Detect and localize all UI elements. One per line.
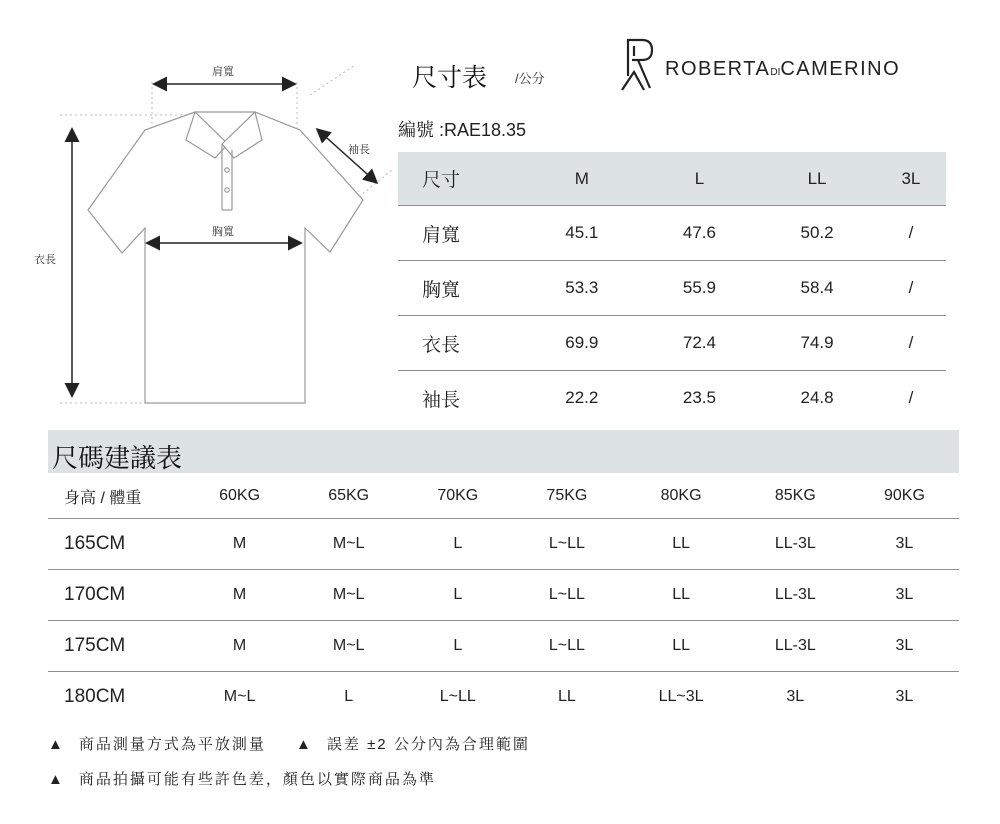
triangle-bullet-icon: ▲	[48, 771, 65, 788]
triangle-bullet-icon: ▲	[48, 736, 65, 753]
recommendation-title: 尺碼建議表	[52, 443, 183, 473]
size-header-cell: M	[523, 152, 641, 206]
table-cell: L	[403, 570, 512, 621]
rec-header-cell: 85KG	[774, 487, 816, 504]
rec-header-cell: 80KG	[660, 487, 702, 504]
height-label: 180CM	[48, 672, 185, 723]
table-cell: 3L	[850, 621, 959, 672]
table-cell: L~LL	[512, 570, 621, 621]
table-cell: L	[403, 519, 512, 570]
table-row	[48, 519, 959, 570]
note-color: 商品拍攝可能有些許色差，顏色以實際商品為準	[78, 771, 436, 788]
brand-logo-icon	[612, 32, 662, 96]
table-cell: M	[185, 519, 294, 570]
brand-name	[665, 58, 900, 81]
row-label: 肩寬	[398, 206, 523, 261]
table-row	[398, 316, 946, 371]
recommendation-table-header	[48, 474, 959, 519]
table-row	[48, 672, 959, 723]
table-row	[398, 206, 946, 261]
rec-header-cell: 70KG	[437, 487, 479, 504]
height-label: 175CM	[48, 621, 185, 672]
recommendation-table	[48, 474, 959, 722]
note-line-2	[48, 768, 436, 789]
rec-header-cell: 身高 / 體重	[64, 489, 142, 507]
height-label: 170CM	[48, 570, 185, 621]
table-cell: 3L	[850, 570, 959, 621]
table-cell: 50.2	[758, 206, 876, 261]
table-cell: L~LL	[512, 519, 621, 570]
note-line-1	[48, 733, 530, 754]
size-header-cell: LL	[758, 152, 876, 206]
size-table-header	[398, 152, 946, 206]
table-cell: 47.6	[641, 206, 759, 261]
table-row	[398, 261, 946, 316]
product-code: 編號 :RAE18.35	[398, 120, 527, 140]
table-cell: M~L	[294, 621, 403, 672]
size-header-cell: 尺寸	[398, 152, 523, 206]
table-cell: /	[876, 206, 946, 261]
rec-header-cell: 65KG	[328, 487, 370, 504]
table-cell: M	[185, 570, 294, 621]
table-cell: 3L	[850, 519, 959, 570]
table-cell: L~LL	[512, 621, 621, 672]
size-table	[398, 152, 946, 425]
table-cell: LL	[621, 570, 740, 621]
rec-header-cell: 60KG	[219, 487, 261, 504]
table-cell: 3L	[741, 672, 850, 723]
shirt-diagram	[0, 40, 400, 420]
table-cell: 58.4	[758, 261, 876, 316]
table-cell: LL-3L	[741, 519, 850, 570]
table-cell: 69.9	[523, 316, 641, 371]
length-label: 衣長	[34, 253, 56, 266]
shoulder-label: 肩寬	[212, 65, 234, 78]
table-cell: M~L	[185, 672, 294, 723]
brand-name-part2: CAMERINO	[780, 58, 901, 80]
table-cell: 24.8	[758, 371, 876, 426]
table-cell: /	[876, 371, 946, 426]
rec-header-cell: 75KG	[546, 487, 588, 504]
table-cell: L	[403, 621, 512, 672]
table-cell: /	[876, 316, 946, 371]
size-header-cell: 3L	[876, 152, 946, 206]
row-label: 衣長	[398, 316, 523, 371]
table-cell: LL	[512, 672, 621, 723]
table-cell: /	[876, 261, 946, 316]
table-cell: L~LL	[403, 672, 512, 723]
size-chart-title: 尺寸表	[412, 64, 488, 92]
table-cell: 72.4	[641, 316, 759, 371]
brand-name-part1: ROBERTA	[665, 58, 771, 80]
row-label: 袖長	[398, 371, 523, 426]
rec-header-cell: 90KG	[883, 487, 925, 504]
table-cell: 45.1	[523, 206, 641, 261]
table-row	[48, 621, 959, 672]
sleeve-label: 袖長	[348, 143, 370, 156]
table-cell: LL	[621, 621, 740, 672]
table-cell: LL-3L	[741, 621, 850, 672]
table-cell: M~L	[294, 570, 403, 621]
recommendation-header-bar	[48, 430, 959, 473]
table-cell: LL-3L	[741, 570, 850, 621]
chest-label: 胸寬	[212, 225, 234, 238]
table-row	[398, 371, 946, 426]
table-cell: 23.5	[641, 371, 759, 426]
table-cell: 55.9	[641, 261, 759, 316]
note-measure: 商品測量方式為平放測量	[78, 736, 266, 753]
table-cell: 74.9	[758, 316, 876, 371]
table-cell: M~L	[294, 519, 403, 570]
table-cell: 53.3	[523, 261, 641, 316]
table-cell: LL	[621, 519, 740, 570]
table-row	[48, 570, 959, 621]
height-label: 165CM	[48, 519, 185, 570]
table-cell: M	[185, 621, 294, 672]
table-cell: L	[294, 672, 403, 723]
table-cell: LL~3L	[621, 672, 740, 723]
table-cell: 3L	[850, 672, 959, 723]
size-header-cell: L	[641, 152, 759, 206]
row-label: 胸寬	[398, 261, 523, 316]
note-tolerance: 誤差 ±2 公分內為合理範圍	[326, 736, 530, 753]
size-chart-unit: /公分	[515, 71, 545, 86]
table-cell: 22.2	[523, 371, 641, 426]
brand-name-di: DI	[770, 67, 781, 78]
triangle-bullet-icon: ▲	[296, 736, 313, 753]
